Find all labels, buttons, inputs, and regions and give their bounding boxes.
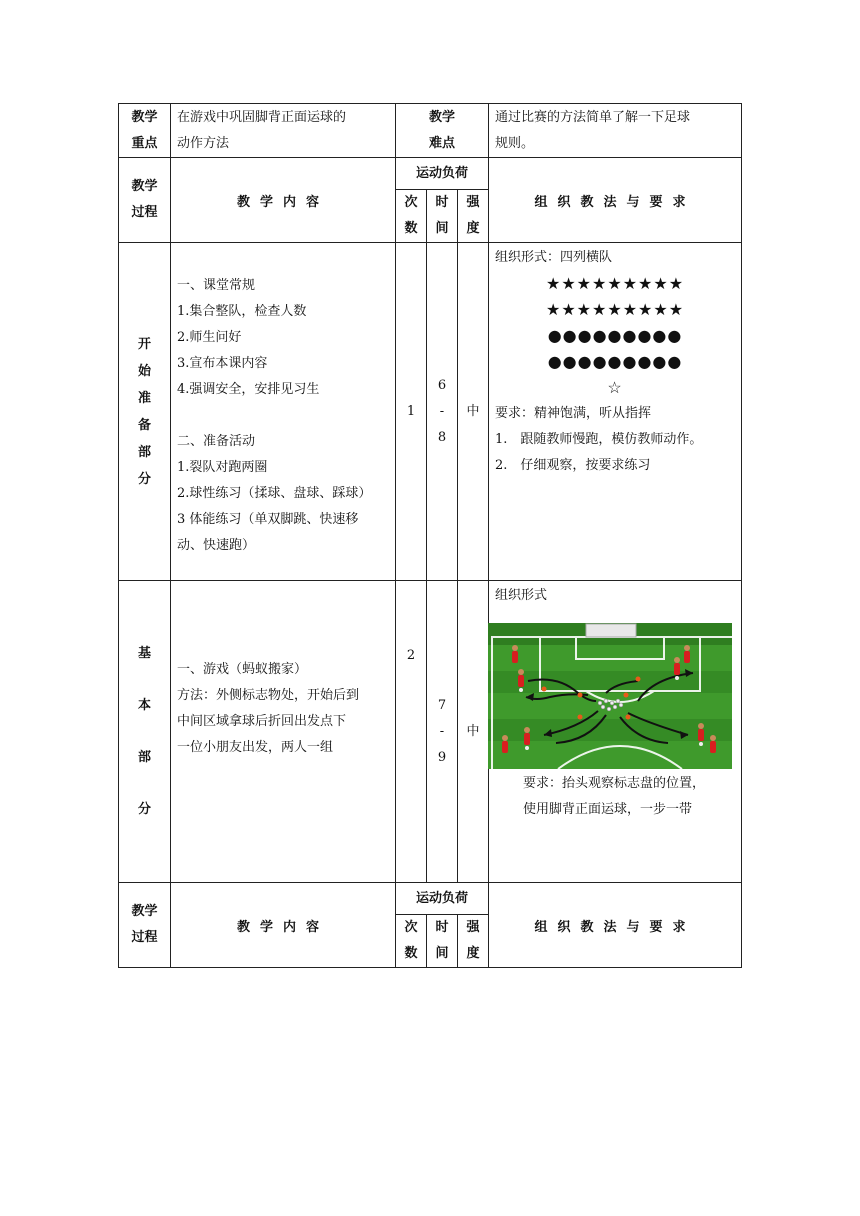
basic-organization: 组织形式 要求：抬头观察标志盘的位置， 使用脚背正面运球，一步一带 <box>489 581 742 883</box>
soccer-field-diagram <box>488 623 732 769</box>
basic-times: 2 <box>396 581 427 883</box>
intensity-header: 强 度 <box>458 190 489 243</box>
method-header-repeat: 组织教法与要求 <box>489 883 742 968</box>
formation-row-dots-2: ●●●●●●●●● <box>547 352 683 371</box>
start-organization: 组织形式：四列横队 ★★★★★★★★★ ★★★★★★★★★ ●●●●●●●●● ●●●●●●●●● ☆ 要求：精神饱满，听从指挥 1. 跟随教师慢跑，模仿教师动作。 2. 仔细观察，按要求练习 <box>489 243 742 581</box>
formation-row-dots-1: ●●●●●●●●● <box>547 326 683 345</box>
start-intensity: 中 <box>458 243 489 581</box>
difficulty-text: 通过比赛的方法简单了解一下足球 规则。 <box>489 104 742 158</box>
process-header-repeat: 教学 过程 <box>119 883 171 968</box>
lesson-plan-table <box>118 103 742 968</box>
start-duration: 6 - 8 <box>427 243 458 581</box>
start-org-title: 组织形式：四列横队 <box>495 250 613 265</box>
basic-duration: 7 - 9 <box>427 581 458 883</box>
formation-row-stars-2: ★★★★★★★★★ <box>545 300 685 319</box>
content-header: 教学内容 <box>171 158 396 243</box>
process-header: 教学 过程 <box>119 158 171 243</box>
basic-org-title: 组织形式 <box>495 588 548 603</box>
basic-section-content: 一、游戏（蚂蚁搬家） 方法：外侧标志物处，开始后到 中间区域拿球后折回出发点下 一位小朋友出发，两人一组 <box>171 581 396 883</box>
start-section-label: 开 始 准 备 部 分 <box>119 243 171 581</box>
formation-row-stars-1: ★★★★★★★★★ <box>545 274 685 293</box>
duration-header: 时 间 <box>427 190 458 243</box>
goal-icon <box>586 624 636 637</box>
teacher-star-icon: ☆ <box>607 378 623 397</box>
load-header-repeat: 运动负荷 <box>396 883 489 915</box>
start-times: 1 <box>396 243 427 581</box>
load-header: 运动负荷 <box>396 158 489 190</box>
content-header-repeat: 教学内容 <box>171 883 396 968</box>
basic-intensity: 中 <box>458 581 489 883</box>
intensity-header-repeat: 强 度 <box>458 915 489 968</box>
difficulty-label: 教学 难点 <box>396 104 489 158</box>
key-point-text: 在游戏中巩固脚背正面运球的 动作方法 <box>171 104 396 158</box>
times-header-repeat: 次 数 <box>396 915 427 968</box>
key-point-label: 教学 重点 <box>119 104 171 158</box>
duration-header-repeat: 时 间 <box>427 915 458 968</box>
method-header: 组织教法与要求 <box>489 158 742 243</box>
times-header: 次 数 <box>396 190 427 243</box>
start-section-content: 一、课堂常规 1.集合整队，检查人数 2.师生问好 3.宣布本课内容 4.强调安全，安排见习生 二、准备活动 1.裂队对跑两圈 2.球性练习（揉球、盘球、踩球） 3 体能练习（单双脚跳、快速移 动、快速跑） <box>171 243 396 581</box>
basic-section-label: 基 本 部 分 <box>119 581 171 883</box>
